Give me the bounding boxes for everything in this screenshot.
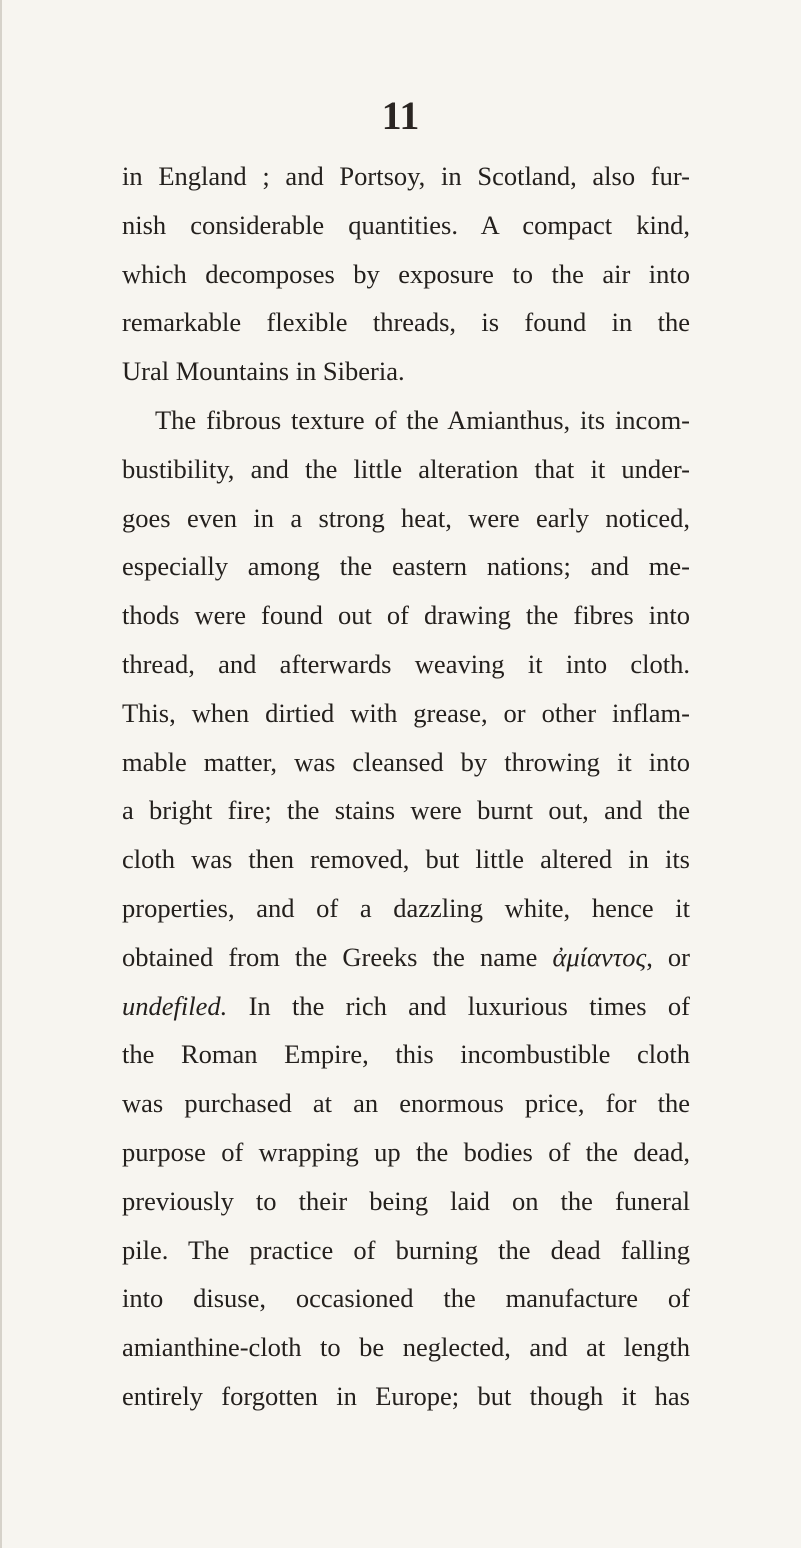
text-line: bustibility, and the little alteration that it under- xyxy=(122,453,690,484)
text-line: nish considerable quantities. A compact kind, xyxy=(122,209,690,240)
italic-word-line xyxy=(122,982,690,1031)
text-line: pile. The practice of burning the dead falling xyxy=(122,1234,690,1265)
page-number: 11 xyxy=(381,93,420,138)
text-line: especially among the eastern nations; and me- xyxy=(122,551,690,582)
text-line: previously to their being laid on the funeral xyxy=(122,1185,690,1216)
text-line: cloth was then removed, but little altered in its xyxy=(122,844,690,875)
text-line: which decomposes by exposure to the air into xyxy=(122,258,690,289)
line-text-before: obtained from the Greeks the name xyxy=(122,941,553,972)
italic-word: undefiled. xyxy=(122,990,228,1021)
left-page-edge xyxy=(0,0,2,1548)
text-line: a bright fire; the stains were burnt out, and the xyxy=(122,795,690,826)
text-line: thods were found out of drawing the fibres into xyxy=(122,600,690,631)
text-line: in England ; and Portsoy, in Scotland, also fur- xyxy=(122,161,690,191)
text-line: goes even in a strong heat, were early noticed, xyxy=(122,502,690,533)
text-line: entirely forgotten in Europe; but though it has xyxy=(122,1380,690,1411)
line-text-after: , or xyxy=(646,941,690,972)
paragraph-start-line: The fibrous texture of the Amianthus, its incom- xyxy=(155,404,690,435)
text-line: mable matter, was cleansed by throwing it into xyxy=(122,746,690,777)
text-line: the Roman Empire, this incombustible cloth xyxy=(122,1039,690,1070)
text-line: properties, and of a dazzling white, hence it xyxy=(122,892,690,923)
greek-word-line xyxy=(122,933,690,982)
text-line: purpose of wrapping up the bodies of the dead, xyxy=(122,1136,690,1167)
text-line: was purchased at an enormous price, for the xyxy=(122,1088,690,1119)
text-line: This, when dirtied with grease, or other inflam- xyxy=(122,697,690,728)
text-line: Ural Mountains in Siberia. xyxy=(122,356,405,387)
text-line: into disuse, occasioned the manufacture of xyxy=(122,1283,690,1314)
line-text-after: In the rich and luxurious times of xyxy=(227,990,690,1021)
text-line: remarkable flexible threads, is found in the xyxy=(122,307,690,338)
greek-word: ἀμίαντος xyxy=(552,941,647,972)
text-line: amianthine-cloth to be neglected, and at length xyxy=(122,1332,690,1363)
text-line: thread, and afterwards weaving it into cloth. xyxy=(122,648,690,679)
body-text xyxy=(122,152,690,1421)
